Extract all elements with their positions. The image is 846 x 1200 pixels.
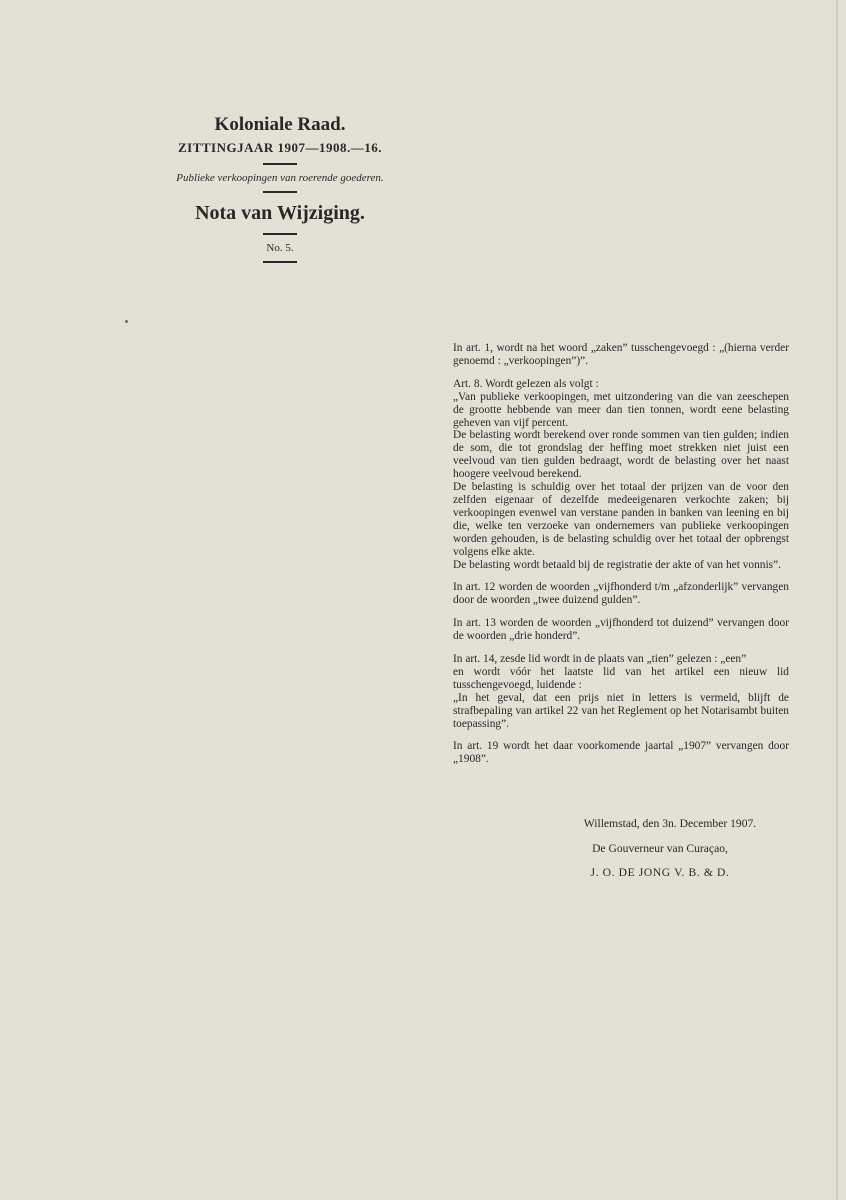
document-header bbox=[140, 112, 420, 270]
signature-role: De Gouverneur van Curaçao, bbox=[592, 842, 728, 855]
paragraph-art-8-b: De belasting wordt berekend over ronde sommen van tien gulden; indien de som, die tot grondslag der heffing moet strekken niet juist een veelvoud van tien gulden bedraagt, wordt de belasting over het naast hoogere veelvoud berekend. bbox=[453, 429, 789, 481]
paragraph-art-8-d: De belasting wordt betaald bij de registratie der akte of van het vonnis”. bbox=[453, 558, 782, 571]
header-rule-4 bbox=[263, 261, 297, 263]
ink-speck bbox=[125, 320, 128, 323]
paragraph-art-13: In art. 13 worden de woorden „vijfhonderd tot duizend” vervangen door de woorden „drie honderd”. bbox=[453, 617, 789, 643]
paragraph-art-14-c: „In het geval, dat een prijs niet in letters is vermeld, blijft de strafbepaling van artikel 22 van het Reglement op het Notarisambt buiten toepassing”. bbox=[453, 691, 789, 730]
header-rule-3 bbox=[263, 233, 297, 235]
header-rule-1 bbox=[263, 163, 297, 165]
paragraph-art-8-c: De belasting is schuldig over het totaal der prijzen van de voor den zelfden eigenaar of dezelfde medeeigenaren verkochte zaken; bij verkoopingen evenwel van verstane panden in banken van leening en bij die, welke ten verzoeke van ondernemers van publieke verkoopingen worden gehouden, is de belasting schuldig over het totaal der opbrengst volgens elke akte. bbox=[453, 481, 789, 558]
signature-place-date: Willemstad, den 3n. December 1907. bbox=[583, 817, 757, 830]
council-title: Koloniale Raad. bbox=[214, 114, 346, 135]
paragraph-art-8-a: „Van publieke verkoopingen, met uitzondering van die van zeeschepen de grootte hebbende van meer dan tien tonnen, wordt eene belasting geheven van vijf percent. bbox=[453, 390, 789, 429]
amendment-text bbox=[453, 342, 789, 766]
paragraph-art-14-b: en wordt vóór het laatste lid van het artikel een nieuw lid tusschengevoegd, luidende : bbox=[453, 665, 789, 691]
document-number: No. 5. bbox=[266, 242, 294, 254]
session-line: ZITTINGJAAR 1907—1908.—16. bbox=[177, 140, 383, 155]
paragraph-art-14-a: In art. 14, zesde lid wordt in de plaats van „tien” gelezen : „een” bbox=[453, 653, 747, 666]
paragraph-art-12: In art. 12 worden de woorden „vijfhonderd t/m „afzonderlijk” vervangen door de woorden „twee duizend gulden”. bbox=[453, 581, 789, 607]
document-type: Nota van Wijziging. bbox=[195, 202, 365, 224]
paragraph-art-19: In art. 19 wordt het daar voorkomende jaartal „1907” vervangen door „1908”. bbox=[453, 740, 789, 766]
paragraph-art-8-head: Art. 8. Wordt gelezen als volgt : bbox=[453, 377, 599, 390]
header-rule-2 bbox=[263, 191, 297, 193]
signature-name: J. O. DE JONG V. B. & D. bbox=[590, 866, 730, 879]
subject-line: Publieke verkoopingen van roerende goederen. bbox=[176, 172, 384, 184]
sheet-edge bbox=[836, 0, 838, 1200]
paragraph-art-1: In art. 1, wordt na het woord „zaken” tusschengevoegd : „(hierna verder genoemd : „verkoopingen”)”. bbox=[453, 342, 789, 367]
